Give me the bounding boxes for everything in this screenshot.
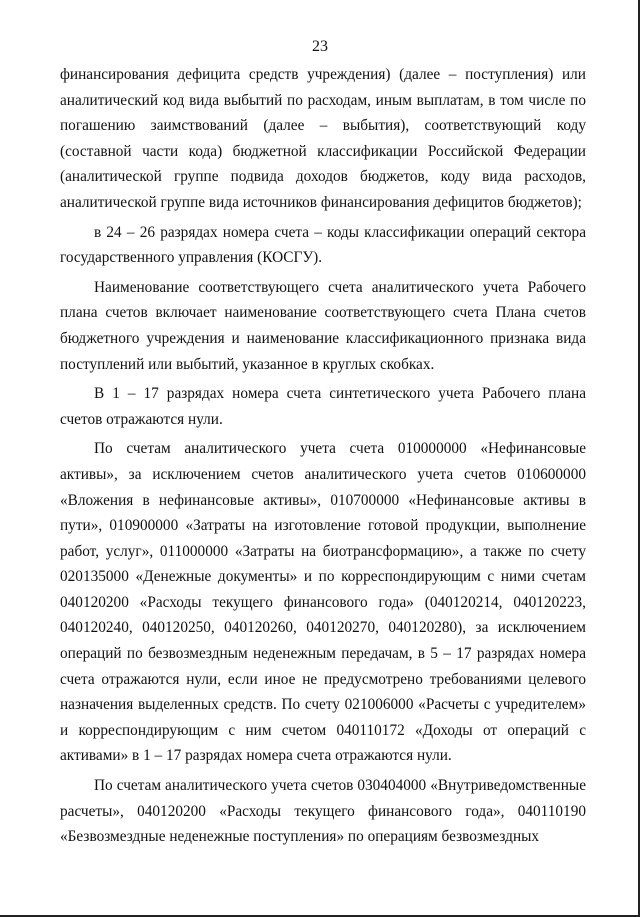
page-number: 23	[312, 38, 328, 55]
paragraph-nonfinancial-assets: По счетам аналитического учета счета 010000000 «Нефинансовые активы», за исключением счетов аналитического учета счетов 010600000 «Вложения в нефинансовые активы», 010700000 «Нефинансовые активы в пути», 010900000 «Затраты на изготовление готовой продукции, выполнение работ, услуг», 011000000 «Затраты на биотрансформацию», а также по счету 020135000 «Денежные документы» и по корреспондирующим с ними счетам 040120200 «Расходы текущего финансового года» (040120214, 040120223, 040120240, 040120250, 040120260, 040120270, 040120280), за исключением операций по безвозмездным неденежным передачам, в 5 – 17 разрядах номера счета отражаются нули, если иное не предусмотрено требованиями целевого назначения выделенных средств. По счету 021006000 «Расчеты с учредителем» и корреспондирующим с ним счетом 040110172 «Доходы от операций с активами» в 1 – 17 разрядах номера счета отражаются нули.	[60, 440, 586, 765]
paragraph-intradepartmental: По счетам аналитического учета счетов 030404000 «Внутриведомственные расчеты», 040120200 «Расходы текущего финансового года», 040110190 «Безвозмездные неденежные поступления» по операциям безвозмездных	[60, 777, 586, 846]
paragraph-account-name: Наименование соответствующего счета аналитического учета Рабочего плана счетов включает наименование соответствующего счета Плана счетов бюджетного учреждения и наименование классификационного признака вида поступлений или выбытий, указанное в круглых скобках.	[60, 278, 586, 373]
paragraph-synthetic-digits: В 1 – 17 разрядах номера счета синтетического учета Рабочего плана счетов отражаются нули.	[60, 385, 586, 428]
paragraph-continuation: финансирования дефицита средств учреждения) (далее – поступления) или аналитический код вида выбытий по расходам, иным выплатам, в том числе по погашению заимствований (далее – выбытия), соответствующий коду (составной части кода) бюджетной классификации Российской Федерации (аналитической группе подвида доходов бюджетов, коду вида расходов, аналитической группе вида источников финансирования дефицитов бюджетов);	[60, 66, 586, 211]
document-body	[60, 62, 586, 850]
paragraph-kosgu-digits: в 24 – 26 разрядах номера счета – коды классификации операций сектора государственного управления (КОСГУ).	[60, 223, 586, 267]
